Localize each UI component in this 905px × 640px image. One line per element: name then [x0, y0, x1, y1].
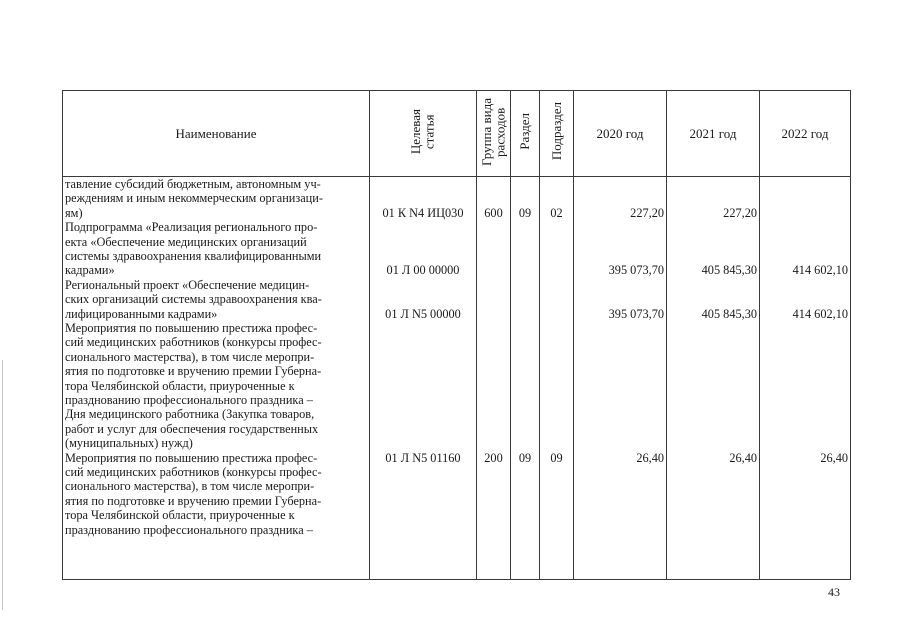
name-line: работ и услуг для обеспечения государственных: [65, 421, 319, 436]
header-group: Группа вида расходов: [477, 91, 511, 177]
header-target: Целевая статья: [370, 91, 477, 177]
table-body-row: [63, 177, 851, 580]
name-line: лифицированными кадрами»: [65, 306, 218, 321]
subsection-column: [540, 177, 574, 580]
name-column: [63, 177, 370, 580]
name-line: празднованию профессионального праздника –: [65, 393, 313, 407]
name-line: Дня медицинского работника (Закупка товаров,: [65, 407, 315, 422]
year-2021-column: [667, 177, 760, 580]
subsection-cell: 09: [550, 450, 563, 465]
name-line: тора Челябинской области, приуроченные к: [65, 508, 295, 523]
header-name: Наименование: [63, 91, 370, 177]
header-subsection: Подраздел: [540, 91, 574, 177]
group-column: [477, 177, 511, 580]
name-line: (муниципальных) нужд): [65, 436, 193, 451]
name-line: системы здравоохранения квалифицированными: [65, 249, 322, 263]
target-cell: 01 К N4 ИЦ030: [382, 205, 464, 220]
amount-2020: 395 073,70: [608, 263, 664, 278]
section-cell: 09: [518, 205, 532, 220]
name-line: ских организаций системы здравоохранения ква-: [65, 292, 322, 307]
amount-2022: 414 602,10: [792, 306, 848, 321]
amount-2021: 26,40: [729, 450, 757, 465]
target-cell: 01 Л 00 00000: [386, 263, 460, 278]
header-2021: 2021 год: [667, 91, 760, 177]
target-cell: 01 Л N5 00000: [385, 306, 461, 321]
name-line: ятия по подготовке и вручению премии Губерна-: [65, 364, 322, 379]
name-line: тавление субсидий бюджетным, автономным уч-: [65, 177, 321, 191]
name-line: празднованию профессионального праздника –: [65, 522, 313, 537]
name-line: Мероприятия по повышению престижа профес-: [65, 450, 318, 465]
header-section: Раздел: [511, 91, 540, 177]
amount-2022: 26,40: [820, 450, 848, 465]
group-cell: 200: [484, 450, 503, 465]
name-line: сий медицинских работников (конкурсы профес-: [65, 335, 322, 350]
name-line: кадрами»: [65, 263, 115, 278]
amount-2021: 405 845,30: [701, 263, 757, 278]
name-line: ятия по подготовке и вручению премии Губерна-: [65, 493, 322, 508]
budget-table: [62, 90, 851, 580]
amount-2021: 227,20: [723, 205, 757, 220]
name-line: сионального мастерства), в том числе меропри-: [65, 349, 315, 364]
target-cell: 01 Л N5 01160: [385, 450, 461, 465]
year-2022-column: [760, 177, 851, 580]
subsection-cell: 02: [550, 205, 563, 220]
year-2020-column: [574, 177, 667, 580]
name-line: Мероприятия по повышению престижа профес-: [65, 321, 318, 335]
header-2020: 2020 год: [574, 91, 667, 177]
section-cell: 09: [518, 450, 532, 465]
name-line: екта «Обеспечение медицинских организаций: [65, 234, 307, 249]
name-line: тора Челябинской области, приуроченные к: [65, 378, 295, 393]
name-line: реждениям и иным некоммерческим организаци-: [65, 191, 323, 206]
group-cell: 600: [484, 205, 503, 220]
amount-2021: 405 845,30: [701, 306, 757, 321]
name-line: Региональный проект «Обеспечение медицин-: [65, 277, 310, 292]
page-number: 43: [828, 585, 840, 599]
table-header-row: [63, 91, 851, 177]
target-column: [370, 177, 477, 580]
amount-2020: 395 073,70: [608, 306, 664, 321]
section-column: [511, 177, 540, 580]
amount-2022: 414 602,10: [792, 263, 848, 278]
scan-margin-line: [2, 360, 3, 610]
name-line: сий медицинских работников (конкурсы профес-: [65, 465, 322, 479]
amount-2020: 227,20: [630, 205, 664, 220]
name-line: сионального мастерства), в том числе меропри-: [65, 479, 315, 494]
name-line: Подпрограмма «Реализация регионального про-: [65, 220, 318, 235]
amount-2020: 26,40: [636, 450, 664, 465]
header-2022: 2022 год: [760, 91, 851, 177]
name-line: ям): [65, 205, 83, 220]
